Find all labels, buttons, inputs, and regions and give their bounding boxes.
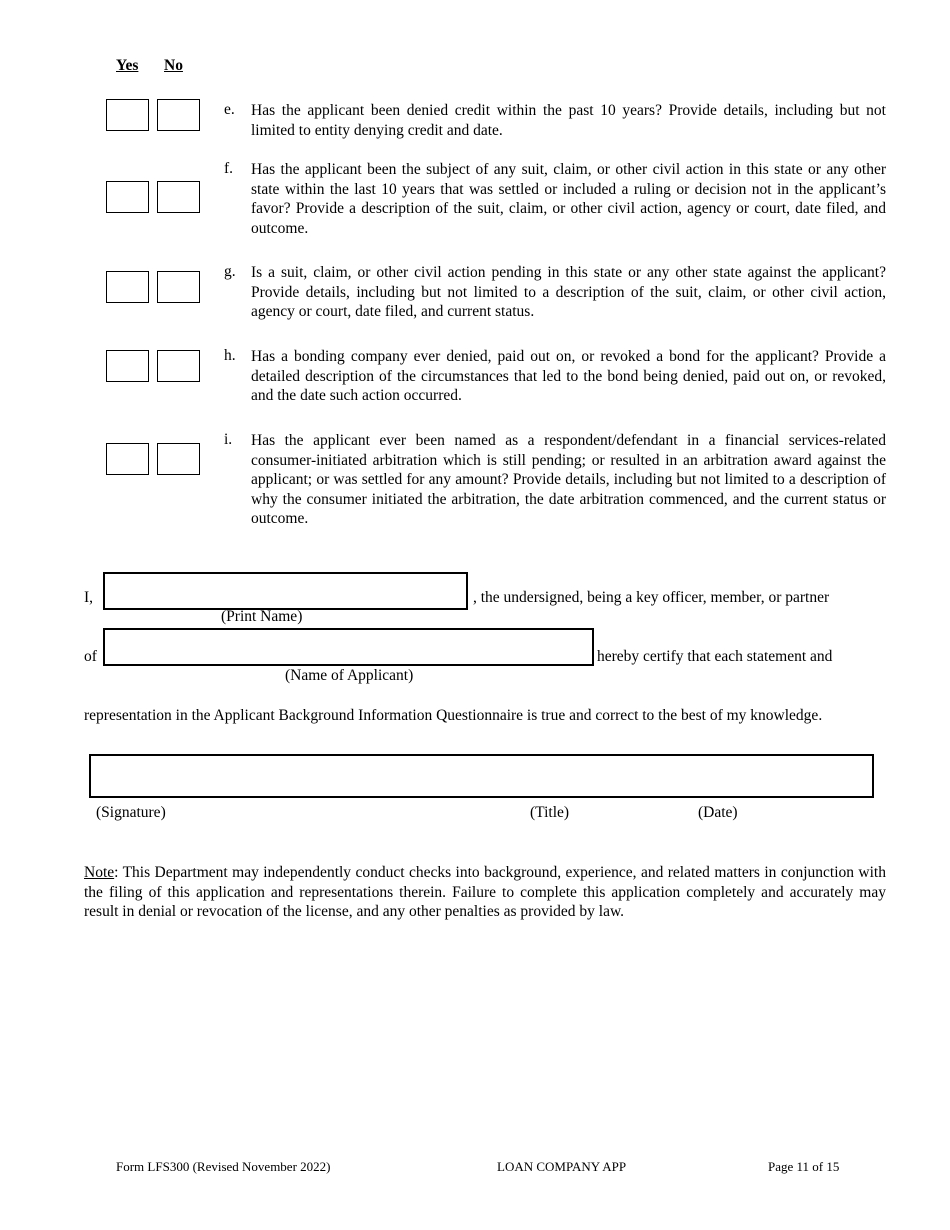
question-e-text: Has the applicant been denied credit within the past 10 years? Provide details, including but not limited to entity denying credit and date. <box>251 102 886 139</box>
question-f-letter: f. <box>224 160 234 177</box>
question-g-letter: g. <box>224 263 236 280</box>
question-i-yes-checkbox[interactable] <box>106 443 149 475</box>
question-h-yes-checkbox[interactable] <box>106 350 149 382</box>
applicant-name-field[interactable] <box>103 628 594 666</box>
signature-title-date-field[interactable] <box>89 754 874 798</box>
question-f-no-checkbox[interactable] <box>157 181 200 213</box>
footer-page-number: Page 11 of 15 <box>768 1159 840 1174</box>
question-e-no-checkbox[interactable] <box>157 99 200 131</box>
question-f-text: Has the applicant been the subject of any suit, claim, or other civil action in this state or any other state within the last 10 years that was settled or included a ruling or decision not in the applicant’s favor? Provide a description of the suit, claim, or other civil action, agency or court, date filed, and outcome. <box>251 161 886 237</box>
footer-center-title: LOAN COMPANY APP <box>497 1159 627 1174</box>
certification-prefix-i: I, <box>84 589 94 606</box>
print-name-field[interactable] <box>103 572 468 610</box>
title-label: (Title) <box>530 804 570 821</box>
certification-prefix-of: of <box>84 648 97 665</box>
question-g-no-checkbox[interactable] <box>157 271 200 303</box>
question-g-yes-checkbox[interactable] <box>106 271 149 303</box>
yes-column-header: Yes <box>116 57 139 74</box>
certification-officer-text: , the undersigned, being a key officer, member, or partner <box>473 589 830 606</box>
print-name-label: (Print Name) <box>221 608 303 625</box>
question-h-letter: h. <box>224 347 236 364</box>
question-e-letter: e. <box>224 101 235 118</box>
question-i-letter: i. <box>224 431 233 448</box>
certification-certify-text: hereby certify that each statement and <box>597 648 833 665</box>
question-f-yes-checkbox[interactable] <box>106 181 149 213</box>
applicant-name-label: (Name of Applicant) <box>285 667 414 684</box>
question-i-no-checkbox[interactable] <box>157 443 200 475</box>
question-e-yes-checkbox[interactable] <box>106 99 149 131</box>
note-text: : This Department may independently conduct checks into background, experience, and related matters in conjunction with the filing of this application and representations therein. Failure to complete this application completely and accurately may result in denial or revocation of the license, and any other penalties as provided by law. <box>84 864 886 921</box>
question-h-no-checkbox[interactable] <box>157 350 200 382</box>
no-column-header: No <box>164 57 183 74</box>
note-label: Note <box>84 864 115 881</box>
date-label: (Date) <box>698 804 738 821</box>
certification-statement: representation in the Applicant Background Information Questionnaire is true and correct to the best of my knowledge. <box>84 707 823 724</box>
note-paragraph <box>84 863 886 922</box>
footer-form-number: Form LFS300 (Revised November 2022) <box>116 1159 331 1174</box>
question-i-text: Has the applicant ever been named as a respondent/defendant in a financial services-related consumer-initiated arbitration which is still pending; or resulted in an arbitration award against the applicant; or was settled for any amount? Provide details, including but not limited to a description of why the consumer initiated the arbitration, the date arbitration commenced, and the current status or outcome. <box>251 432 886 528</box>
question-g-text: Is a suit, claim, or other civil action pending in this state or any other state against the applicant? Provide details, including but not limited to a description of the suit, claim, or other civil action, agency or court, date filed, and current status. <box>251 264 886 321</box>
question-h-text: Has a bonding company ever denied, paid out on, or revoked a bond for the applicant? Provide a detailed description of the circumstances that led to the bond being denied, paid out on, or revoked, and the date such action occurred. <box>251 348 886 405</box>
signature-label: (Signature) <box>96 804 166 821</box>
